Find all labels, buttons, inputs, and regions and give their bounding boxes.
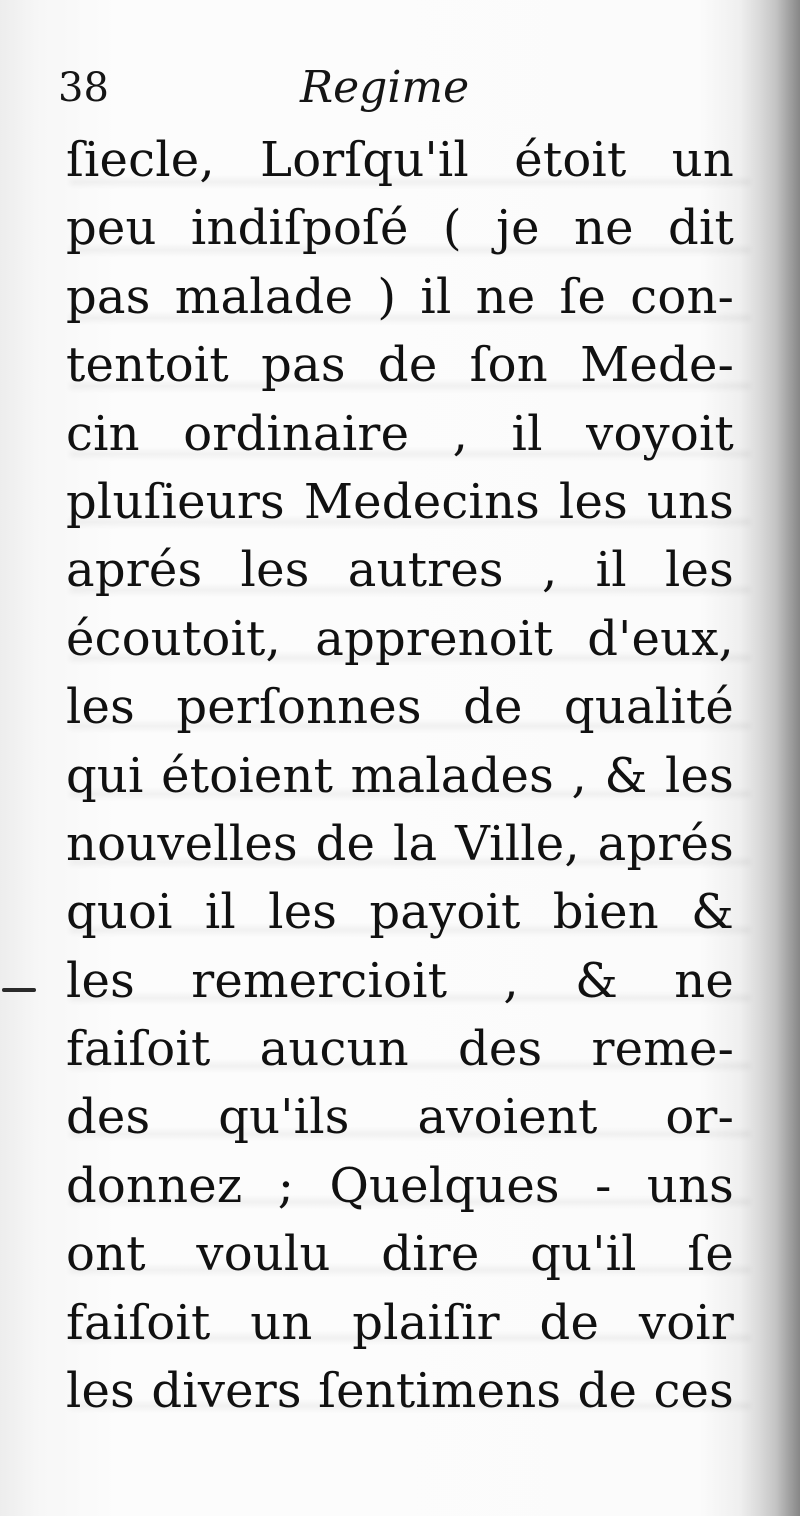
text-line: peu indiſpoſé ( je ne dit (66, 200, 734, 257)
text-line: tentoit pas de ſon Mede- (66, 337, 734, 394)
text-line: les divers ſentimens de ces (66, 1363, 734, 1420)
page-number: 38 (58, 65, 109, 111)
text-line: les perſonnes de qualité (66, 679, 734, 736)
text-line: faiſoit aucun des reme- (66, 1021, 734, 1078)
running-title: Regime (300, 62, 470, 113)
text-line: ſiecle, Lorſqu'il étoit un (66, 132, 734, 188)
margin-mark (2, 988, 36, 992)
body-text (66, 126, 734, 1425)
text-line: donnez ; Quelques - uns (66, 1157, 734, 1214)
text-line: pluſieurs Medecins les uns (66, 473, 734, 530)
text-line: pas malade ) il ne ſe con- (66, 268, 734, 325)
text-line: ont voulu dire qu'il ſe (66, 1226, 734, 1283)
text-line: nouvelles de la Ville, aprés (66, 815, 734, 872)
text-line: aprés les autres , il les (66, 542, 734, 599)
text-line: faiſoit un plaiſir de voir (66, 1294, 734, 1351)
text-line: écoutoit, apprenoit d'eux, (66, 610, 734, 667)
text-line: des qu'ils avoient or- (66, 1089, 734, 1146)
page-gutter-shadow (740, 0, 800, 1516)
text-line: quoi il les payoit bien & (66, 884, 734, 941)
text-line: les remercioit , & ne (66, 952, 734, 1009)
page-header (58, 60, 738, 120)
text-line: qui étoient malades , & les (66, 747, 734, 804)
text-line: cin ordinaire , il voyoit (66, 405, 734, 462)
